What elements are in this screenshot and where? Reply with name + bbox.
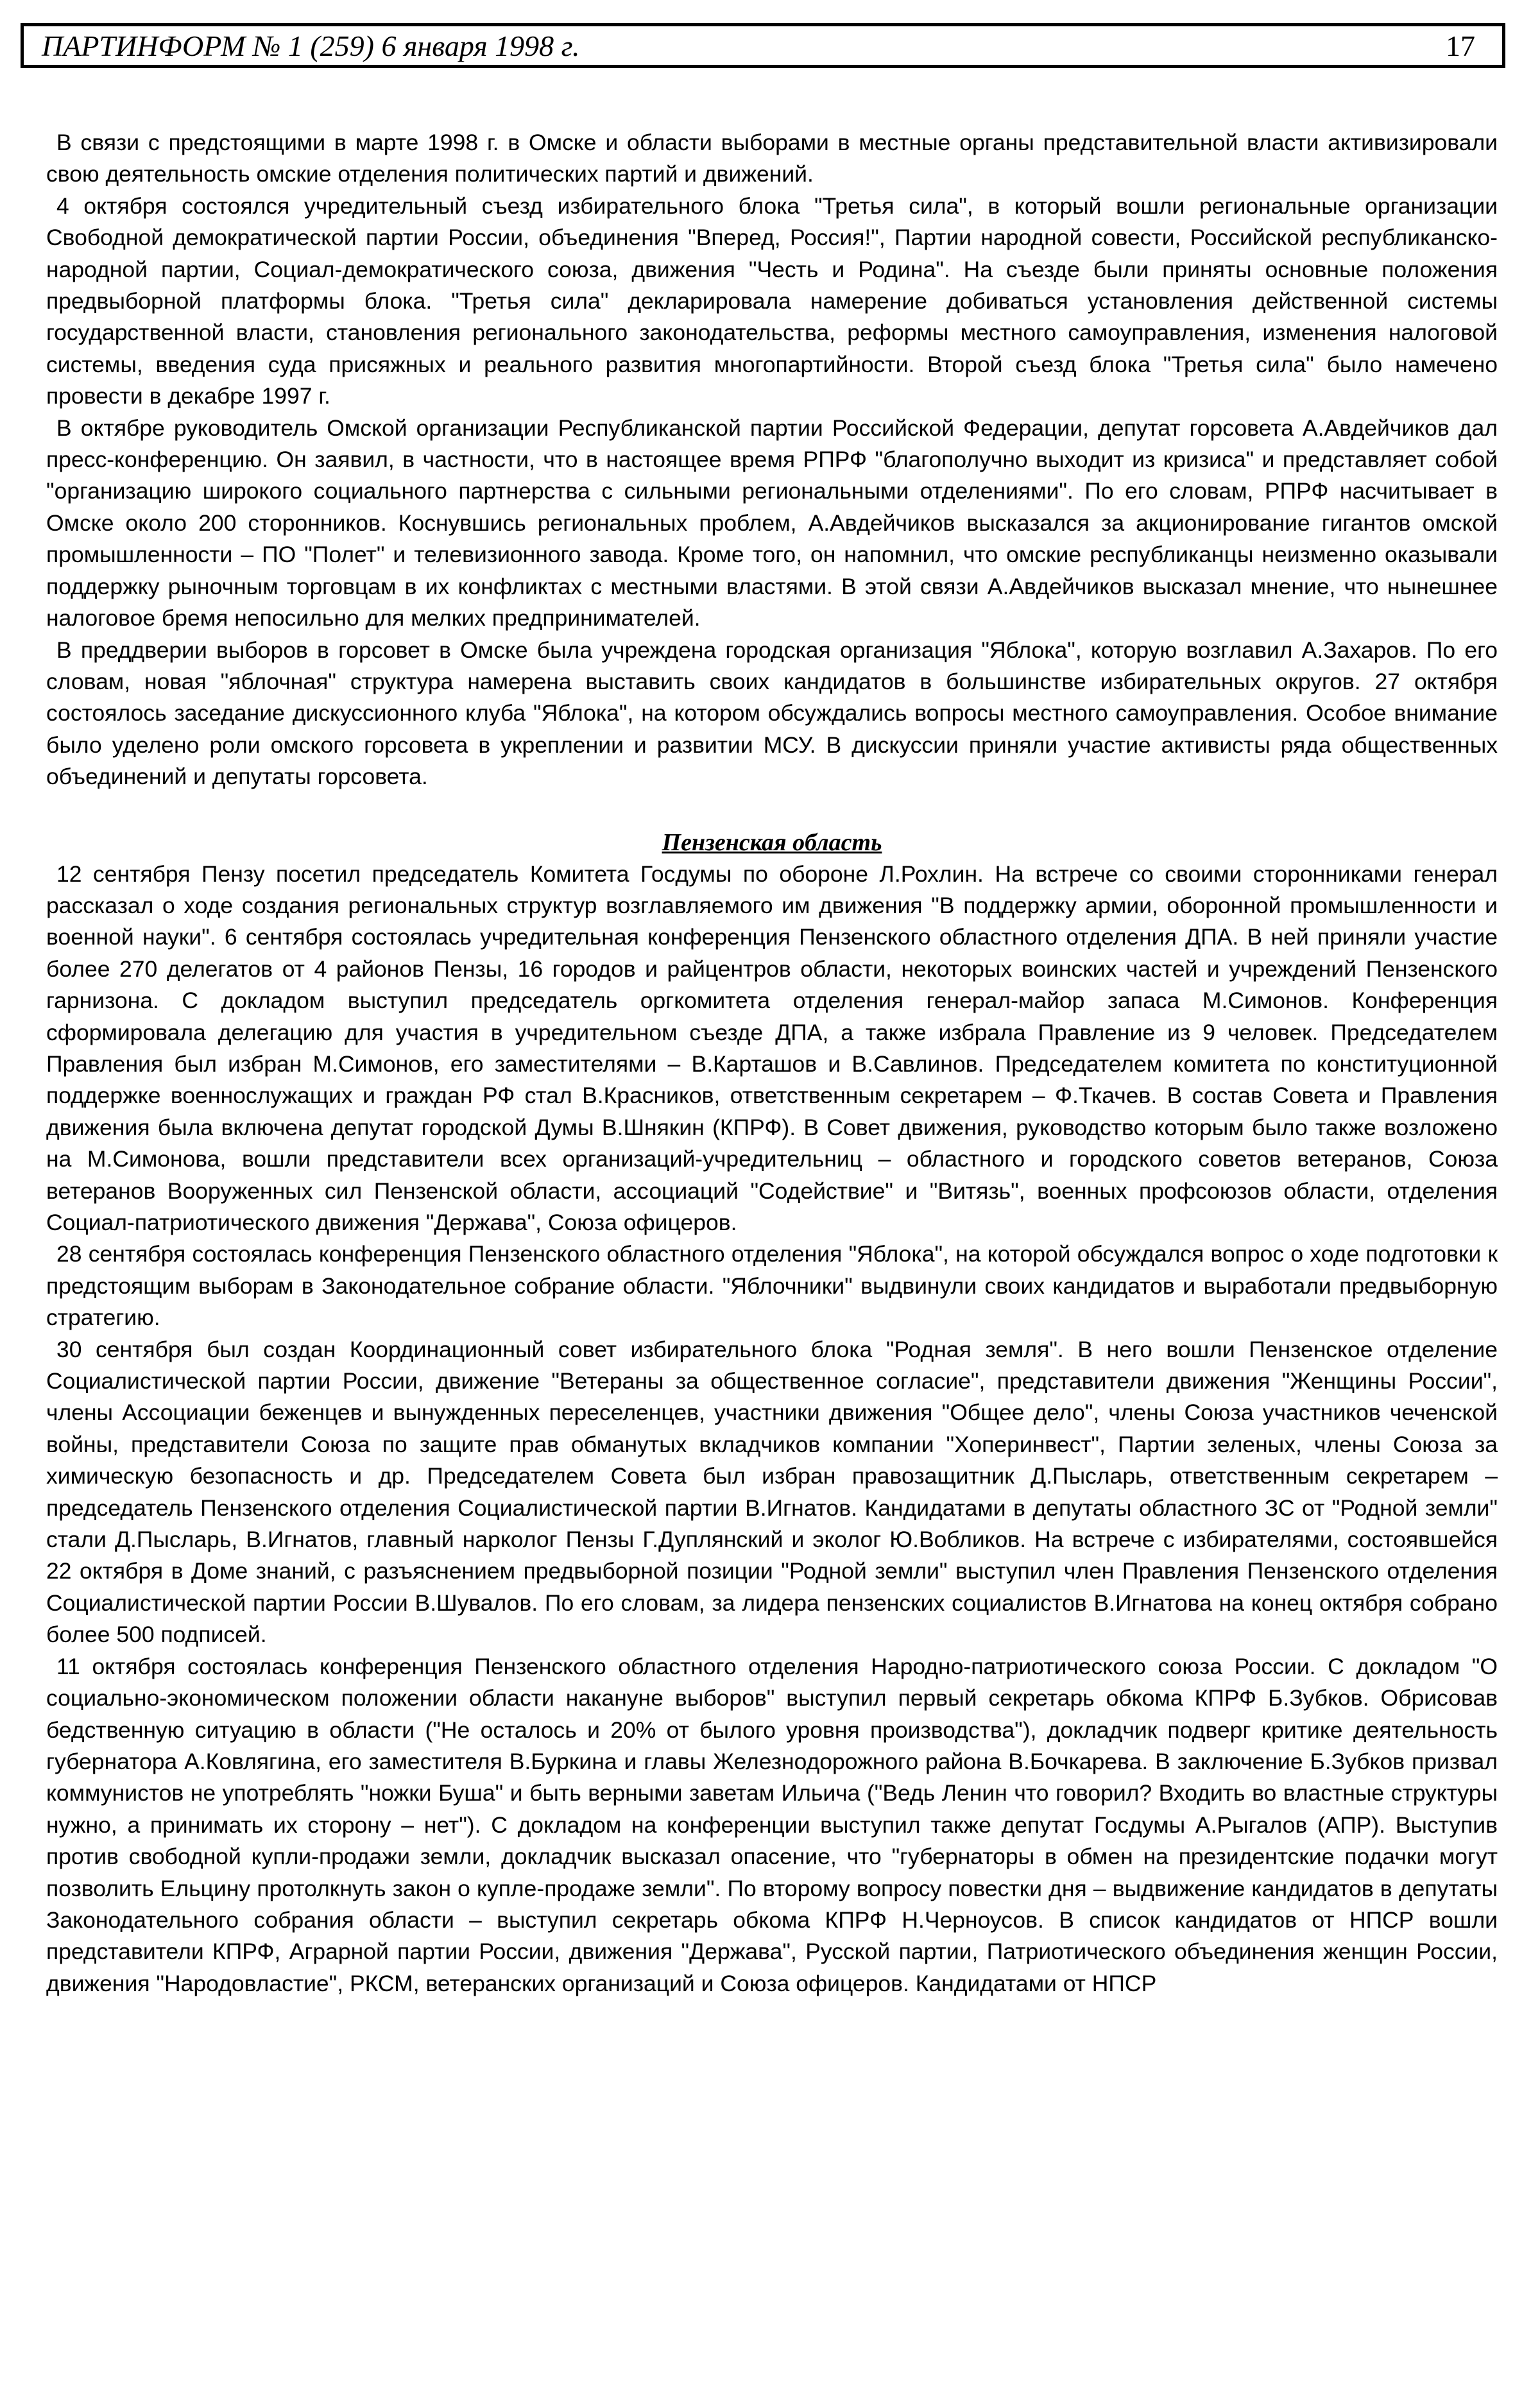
publication-title: ПАРТИНФОРМ № 1 (259) 6 января 1998 г.: [42, 29, 580, 62]
paragraph: В связи с предстоящими в марте 1998 г. в Омске и области выборами в местные органы представительной власти активизировали свою деятельность омские отделения политических партий и движений.: [46, 130, 1498, 187]
paragraph: В преддверии выборов в горсовет в Омске была учреждена городская организация "Яблока", которую возглавил А.Захаров. По его словам, новая "яблочная" структура намерена выставить своих кандидатов в большинстве избирательных округов. 27 октября состоялось заседание дискуссионного клуба "Яблока", на котором обсуждались вопросы местного самоуправления. Особое внимание было уделено роли омского горсовета в укреплении и развитии МСУ. В дискуссии приняли участие активисты ряда общественных объединений и депутаты горсовета.: [46, 637, 1498, 790]
paragraph: 11 октября состоялась конференция Пензенского областного отделения Народно-патриотического союза России. С докладом "О социально-экономическом положении области накануне выборов" выступил первый секретарь обкома КПРФ Б.Зубков. Обрисовав бедственную ситуацию в области ("Не осталось и 20% от былого уровня производства"), докладчик подверг критике деятельность губернатора А.Ковлягина, его заместителя В.Буркина и главы Железнодорожного района В.Бочкарева. В заключение Б.Зубков призвал коммунистов не употреблять "ножки Буша" и быть верными заветам Ильича ("Ведь Ленин что говорил? Входить во властные структуры нужно, а принимать их сторону – нет"). С докладом на конференции выступил также депутат Госдумы А.Рыгалов (АПР). Выступив против свободной купли-продажи земли, докладчик высказал опасение, что "губернаторы в обмен на президентские подачки могут позволить Ельцину протолкнуть закон о купле-продаже земли". По второму вопросу повестки дня – выдвижение кандидатов в депутаты Законодательного собрания области – выступил секретарь обкома КПРФ Н.Черноусов. В список кандидатов от НПСР вошли представители КПРФ, Аграрной партии России, движения "Держава", Русской партии, Патриотического объединения женщин России, движения "Народовластие", РКСМ, ветеранских организаций и Союза офицеров. Кандидатами от НПСР: [46, 1653, 1498, 1996]
paragraph: 30 сентября был создан Координационный совет избирательного блока "Родная земля". В него вошли Пензенское отделение Социалистической партии России, движение "Ветераны за общественное согласие", представители движения "Женщины России", члены Ассоциации беженцев и вынужденных переселенцев, участники движения "Общее дело", члены Союза участников чеченской войны, представители Союза по защите прав обманутых вкладчиков компании "Хоперинвест", Партии зеленых, члены Союза за химическую безопасность и др. Председателем Совета был избран правозащитник Д.Пысларь, ответственным секретарем – председатель Пензенского отделения Социалистической партии В.Игнатов. Кандидатами в депутаты областного ЗС от "Родной земли" стали Д.Пысларь, В.Игнатов, главный нарколог Пензы Г.Дуплянский и эколог Ю.Вобликов. На встрече с избирателями, состоявшейся 22 октября в Доме знаний, с разъяснением предвыборной позиции "Родной земли" выступил член Правления Пензенского отделения Социалистической партии России В.Шувалов. По его словам, за лидера пензенских социалистов В.Игнатова на конец октября собрано более 500 подписей.: [46, 1336, 1498, 1648]
article-body: [46, 127, 1498, 2000]
page-header: [21, 23, 1505, 68]
paragraph: 4 октября состоялся учредительный съезд избирательного блока "Третья сила", в который вошли региональные организации Свободной демократической партии России, объединения "Вперед, Россия!", Партии народной совести, Российской республиканско-народной партии, Социал-демократического союза, движения "Честь и Родина". На съезде были приняты основные положения предвыборной платформы блока. "Третья сила" декларировала намерение добиваться установления действенной системы государственной власти, становления регионального законодательства, реформы местного самоуправления, изменения налоговой системы, введения суда присяжных и реального развития многопартийности. Второй съезд блока "Третья сила" было намечено провести в декабре 1997 г.: [46, 193, 1498, 409]
paragraph: 12 сентября Пензу посетил председатель Комитета Госдумы по обороне Л.Рохлин. На встрече со своими сторонниками генерал рассказал о ходе создания региональных структур возглавляемого им движения "В поддержку армии, оборонной промышленности и военной науки". 6 сентября состоялась учредительная конференция Пензенского областного отделения ДПА. В ней приняли участие более 270 делегатов от 4 районов Пензы, 16 городов и райцентров области, некоторых воинских частей и учреждений Пензенского гарнизона. С докладом выступил председатель оргкомитета отделения генерал-майор запаса М.Симонов. Конференция сформировала делегацию для участия в учредительном съезде ДПА, а также избрала Правление из 9 человек. Председателем Правления был избран М.Симонов, его заместителями – В.Карташов и В.Савлинов. Председателем комитета по конституционной поддержке военнослужащих и граждан РФ стал В.Красников, ответственным секретарем – Ф.Ткачев. В состав Совета и Правления движения была включена депутат городской Думы В.Шнякин (КПРФ). В Совет движения, руководство которым было также возложено на М.Симонова, вошли представители всех организаций-учредительниц – областного и городского советов ветеранов, Союза ветеранов Вооруженных сил Пензенской области, ассоциаций "Содействие" и "Витязь", военных профсоюзов области, отделения Социал-патриотического движения "Держава", Союза офицеров.: [46, 861, 1498, 1235]
section-heading: Пензенская область: [662, 828, 882, 856]
paragraph: 28 сентября состоялась конференция Пензенского областного отделения "Яблока", на которой обсуждался вопрос о ходе подготовки к предстоящим выборам в Законодательное собрание области. "Яблочники" выдвинули своих кандидатов и выработали предвыборную стратегию.: [46, 1241, 1498, 1331]
page-number: 17: [1446, 29, 1475, 62]
paragraph: В октябре руководитель Омской организации Республиканской партии Российской Федерации, депутат горсовета А.Авдейчиков дал пресс-конференцию. Он заявил, в частности, что в настоящее время РПРФ "благополучно выходит из кризиса" и представляет собой "организацию широкого социального партнерства с сильными региональными отделениями". По его словам, РПРФ насчитывает в Омске около 200 сторонников. Коснувшись региональных проблем, А.Авдейчиков высказался за акционирование гигантов омской промышленности – ПО "Полет" и телевизионного завода. Кроме того, он напомнил, что омские республиканцы неизменно оказывали поддержку рыночным торговцам в их конфликтах с местными властями. В этой связи А.Авдейчиков высказал мнение, что нынешнее налоговое бремя непосильно для мелких предпринимателей.: [46, 415, 1498, 631]
